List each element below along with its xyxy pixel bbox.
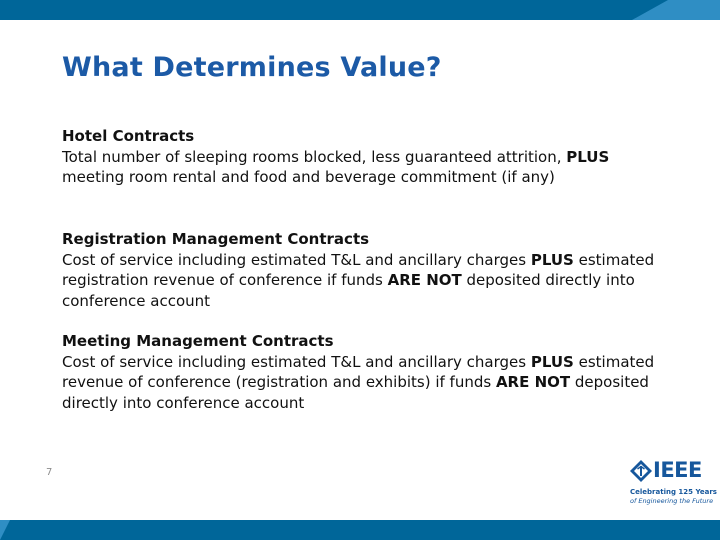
ieee-logo [630, 458, 717, 506]
section-body [62, 147, 662, 188]
body-text: estimated revenue of conference (registration and exhibits) if funds [62, 352, 655, 391]
page-title: What Determines Value? [62, 52, 442, 83]
emphasis-text: PLUS [566, 147, 610, 166]
section-heading: Meeting Management Contracts [62, 332, 334, 350]
body-text: Cost of service including estimated T&L and ancillary charges [62, 250, 531, 269]
logo-tagline-sub: of Engineering the Future [630, 497, 714, 505]
body-text: Cost of service including estimated T&L and ancillary charges [62, 352, 531, 371]
section-heading: Hotel Contracts [62, 127, 195, 145]
body-text: deposited directly into conference account [62, 373, 649, 412]
section-meeting-management-contracts [62, 331, 662, 413]
section-heading: Registration Management Contracts [62, 230, 370, 248]
body-text: estimated registration revenue of conference if funds [62, 250, 655, 289]
slide-number: 7 [46, 467, 53, 478]
section-body [62, 250, 662, 312]
ieee-diamond-icon [630, 460, 652, 482]
section-hotel-contracts [62, 126, 662, 188]
emphasis-text: ARE NOT [387, 271, 462, 289]
emphasis-text: ARE NOT [495, 373, 571, 391]
section-registration-management-contracts [62, 229, 662, 311]
emphasis-text: PLUS [530, 250, 574, 269]
logo-tagline: Celebrating 125 Years [630, 488, 717, 496]
body-text: meeting room rental and food and beverage commitment (if any) [62, 168, 555, 186]
bottom-banner [0, 520, 720, 540]
emphasis-text: PLUS [530, 352, 574, 371]
top-banner [0, 0, 720, 20]
body-text: deposited directly into conference account [62, 271, 635, 310]
ieee-wordmark: IEEE [653, 458, 702, 482]
section-body [62, 352, 662, 414]
body-text: Total number of sleeping rooms blocked, less guaranteed attrition, [62, 147, 567, 166]
